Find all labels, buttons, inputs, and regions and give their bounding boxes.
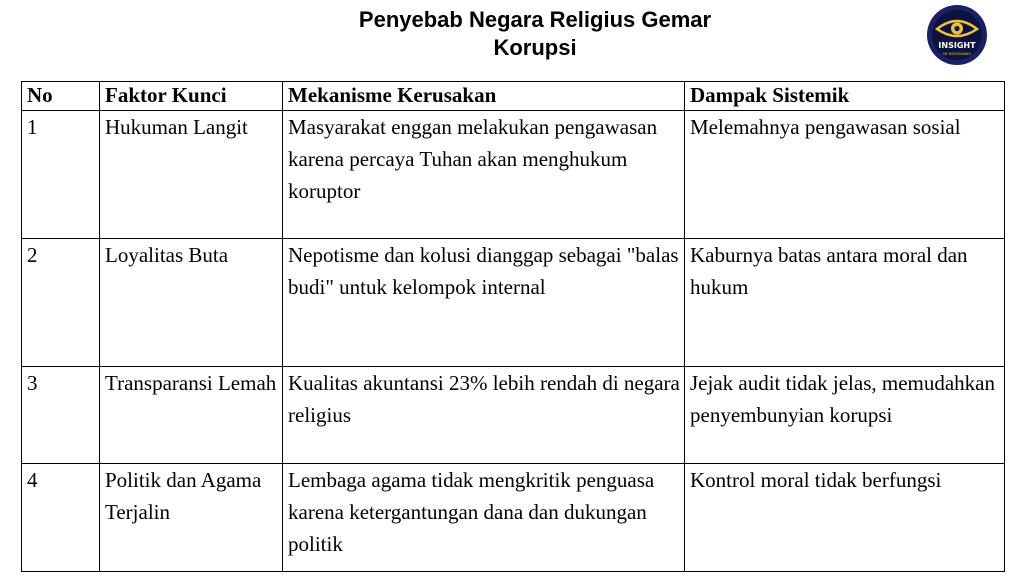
- cell-dampak: Kontrol moral tidak berfungsi: [685, 464, 1005, 572]
- table-row: [22, 464, 1005, 572]
- factors-table: [21, 81, 1005, 572]
- page-title: [250, 6, 820, 62]
- cell-mekanisme: Nepotisme dan kolusi dianggap sebagai "balas budi" untuk kelompok internal: [283, 239, 685, 367]
- cell-faktor: Hukuman Langit: [100, 111, 283, 239]
- logo-text-top: INSIGHT: [938, 41, 976, 50]
- cell-mekanisme: Masyarakat enggan melakukan pengawasan karena percaya Tuhan akan menghukum koruptor: [283, 111, 685, 239]
- cell-mekanisme: Kualitas akuntansi 23% lebih rendah di negara religius: [283, 367, 685, 464]
- header-dampak-sistemik: Dampak Sistemik: [685, 82, 1005, 111]
- insight-logo: [926, 4, 988, 66]
- table-row: [22, 111, 1005, 239]
- cell-mekanisme: Lembaga agama tidak mengkritik penguasa karena ketergantungan dana dan dukungan politik: [283, 464, 685, 572]
- cell-no: 4: [22, 464, 100, 572]
- table-row: [22, 367, 1005, 464]
- header-no: No: [22, 82, 100, 111]
- page-title-line-1: Penyebab Negara Religius Gemar: [358, 7, 712, 32]
- cell-dampak: Jejak audit tidak jelas, memudahkan penyembunyian korupsi: [685, 367, 1005, 464]
- cell-no: 1: [22, 111, 100, 239]
- logo-text-bottom: BY NEUSSANKS: [943, 52, 971, 56]
- cell-faktor: Loyalitas Buta: [100, 239, 283, 367]
- page-title-line-2: Korupsi: [493, 35, 577, 60]
- cell-no: 2: [22, 239, 100, 367]
- header-mekanisme-kerusakan: Mekanisme Kerusakan: [283, 82, 685, 111]
- cell-faktor: Politik dan Agama Terjalin: [100, 464, 283, 572]
- cell-no: 3: [22, 367, 100, 464]
- table-row: [22, 239, 1005, 367]
- cell-dampak: Kaburnya batas antara moral dan hukum: [685, 239, 1005, 367]
- header-faktor-kunci: Faktor Kunci: [100, 82, 283, 111]
- cell-dampak: Melemahnya pengawasan sosial: [685, 111, 1005, 239]
- table-header-row: [22, 82, 1005, 111]
- cell-faktor: Transparansi Lemah: [100, 367, 283, 464]
